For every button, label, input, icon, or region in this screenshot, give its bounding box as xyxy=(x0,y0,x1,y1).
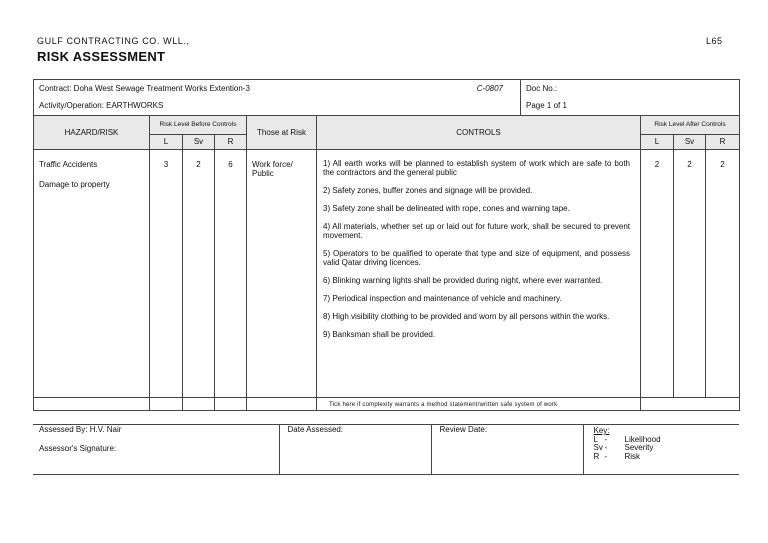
header-before-controls: Risk Level Before Controls xyxy=(150,115,247,134)
after-r-value: 2 xyxy=(706,149,740,397)
those-at-risk-cell: Work force/ Public xyxy=(247,149,317,397)
assessor-signature-label: Assessor's Signature: xyxy=(39,444,117,453)
before-sv-value: 2 xyxy=(183,149,215,397)
control-item: 9) Banksman shall be provided. xyxy=(323,329,436,339)
key-entry: Sv - Severity xyxy=(593,443,654,452)
before-l-value: 3 xyxy=(150,149,183,397)
hazard-cell xyxy=(34,149,150,397)
doc-no-label: Doc No.: xyxy=(526,84,558,93)
assessed-by: Assessed By: H.V. Nair xyxy=(39,425,122,434)
key-entry: R - Risk xyxy=(593,451,641,461)
contract-cell xyxy=(34,80,521,98)
header-those-at-risk: Those at Risk xyxy=(247,115,317,149)
contract-label: Contract: Doha West Sewage Treatment Works Extention-3 xyxy=(39,84,250,93)
tick-note: Tick here if complexity warrants a method statement/written safe system of work xyxy=(317,397,641,410)
control-item: 6) Blinking warning lights shall be provided during night, where ever warranted. xyxy=(323,275,603,285)
date-assessed-label: Date Assessed: xyxy=(287,425,344,434)
page-cell xyxy=(521,97,740,115)
control-item: 7) Periodical inspection and maintenance of vehicle and machinery. xyxy=(323,293,562,303)
control-item: 2) Safety zones, buffer zones and signage will be provided. xyxy=(323,185,533,195)
key-title: Key: xyxy=(593,426,610,435)
page-number: Page 1 of 1 xyxy=(526,101,567,110)
document-title: RISK ASSESSMENT xyxy=(37,49,166,64)
control-item: 3) Safety zone shall be delineated with rope, cones and warning tape. xyxy=(323,203,570,213)
after-l-value: 2 xyxy=(641,149,674,397)
risk-assessment-table xyxy=(33,79,740,411)
doc-no-cell xyxy=(521,80,740,98)
header-after-sv: Sv xyxy=(674,134,706,149)
tick-box[interactable] xyxy=(641,397,740,410)
control-item: 4) All materials, whether set up or laid out for future work, shall be secured to prevent movement. xyxy=(323,221,631,240)
header-hazard: HAZARD/RISK xyxy=(34,115,150,149)
company-name: GULF CONTRACTING CO. WLL., xyxy=(37,36,190,46)
assessor-cell xyxy=(33,425,279,475)
review-date-cell xyxy=(431,425,583,475)
before-r-value: 6 xyxy=(215,149,247,397)
after-sv-value: 2 xyxy=(674,149,706,397)
hazard-item: Traffic Accidents xyxy=(39,159,98,169)
hazard-item: Damage to property xyxy=(39,179,110,189)
form-reference: L65 xyxy=(706,36,723,46)
controls-cell xyxy=(317,149,641,397)
control-item: 8) High visibility clothing to be provided and worn by all persons within the works. xyxy=(323,311,610,321)
control-item: 5) Operators to be qualified to operate that type and size of equipment, and possess valid Qatar driving licences. xyxy=(323,248,631,267)
header-after-controls: Risk Level After Controls xyxy=(641,115,740,134)
date-assessed-cell xyxy=(279,425,431,475)
header-before-r: R xyxy=(215,134,247,149)
review-date-label: Review Date: xyxy=(439,425,488,434)
control-item: 1) All earth works will be planned to establish system of work which are safe to both the contractors and the general public xyxy=(323,158,631,177)
key-cell xyxy=(583,425,739,475)
activity-cell xyxy=(34,97,521,115)
header-after-l: L xyxy=(641,134,674,149)
key-entry: L - Likelihood xyxy=(593,434,661,444)
header-before-sv: Sv xyxy=(183,134,215,149)
header-before-l: L xyxy=(150,134,183,149)
contract-code: C-0807 xyxy=(476,84,504,93)
assessment-footer xyxy=(33,424,739,475)
header-after-r: R xyxy=(706,134,740,149)
header-controls: CONTROLS xyxy=(317,115,641,149)
activity-label: Activity/Operation: EARTHWORKS xyxy=(39,101,164,110)
